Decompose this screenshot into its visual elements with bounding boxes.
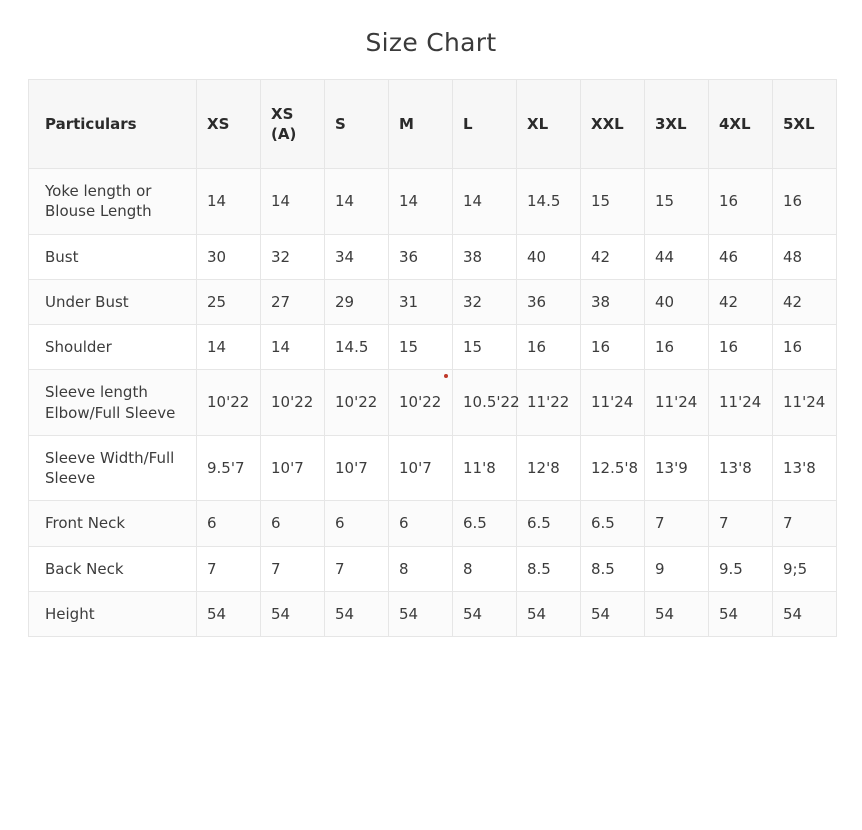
table-cell: 54 <box>453 591 517 636</box>
table-row <box>29 501 837 546</box>
table-cell: 16 <box>581 325 645 370</box>
table-row <box>29 591 837 636</box>
table-cell: 16 <box>709 325 773 370</box>
table-cell: 13'9 <box>645 435 709 501</box>
table-row <box>29 169 837 235</box>
table-cell: 48 <box>773 234 837 279</box>
table-cell: 6.5 <box>581 501 645 546</box>
table-cell: 16 <box>517 325 581 370</box>
table-cell: 11'22 <box>517 370 581 436</box>
column-header-m: M <box>389 80 453 169</box>
table-cell: 6 <box>261 501 325 546</box>
row-label: Yoke length or Blouse Length <box>29 169 197 235</box>
table-cell: 54 <box>581 591 645 636</box>
table-cell: 14.5 <box>325 325 389 370</box>
table-cell: 16 <box>709 169 773 235</box>
table-cell: 36 <box>389 234 453 279</box>
table-cell: 10'7 <box>261 435 325 501</box>
table-cell: 29 <box>325 279 389 324</box>
row-label: Front Neck <box>29 501 197 546</box>
table-row <box>29 234 837 279</box>
table-cell: 14 <box>325 169 389 235</box>
table-cell: 54 <box>261 591 325 636</box>
table-row <box>29 370 837 436</box>
table-cell: 11'24 <box>581 370 645 436</box>
page-title: Size Chart <box>365 28 497 57</box>
table-cell: 12.5'8 <box>581 435 645 501</box>
table-cell: 7 <box>709 501 773 546</box>
table-cell: 34 <box>325 234 389 279</box>
column-header-3xl: 3XL <box>645 80 709 169</box>
row-label: Bust <box>29 234 197 279</box>
table-cell: 27 <box>261 279 325 324</box>
table-cell: 44 <box>645 234 709 279</box>
table-cell: 8 <box>453 546 517 591</box>
table-cell: 15 <box>453 325 517 370</box>
table-row <box>29 435 837 501</box>
table-cell: 14 <box>389 169 453 235</box>
table-cell: 14.5 <box>517 169 581 235</box>
table-cell: 6.5 <box>453 501 517 546</box>
table-cell: 14 <box>261 325 325 370</box>
table-cell: 54 <box>197 591 261 636</box>
table-cell: 40 <box>645 279 709 324</box>
table-cell: 42 <box>709 279 773 324</box>
row-label: Sleeve Width/Full Sleeve <box>29 435 197 501</box>
table-cell: 54 <box>709 591 773 636</box>
table-cell: 54 <box>773 591 837 636</box>
row-label: Shoulder <box>29 325 197 370</box>
table-cell: 40 <box>517 234 581 279</box>
table-cell: 8 <box>389 546 453 591</box>
table-cell: 12'8 <box>517 435 581 501</box>
table-header-row <box>29 80 837 169</box>
table-cell: 6 <box>325 501 389 546</box>
table-cell: 6 <box>389 501 453 546</box>
table-cell: 16 <box>645 325 709 370</box>
table-cell: 10'22 <box>389 370 453 436</box>
table-cell: 25 <box>197 279 261 324</box>
table-cell: 7 <box>197 546 261 591</box>
size-chart-table <box>28 79 837 637</box>
table-cell: 14 <box>197 169 261 235</box>
table-cell: 14 <box>453 169 517 235</box>
table-header <box>29 80 837 169</box>
table-cell: 7 <box>773 501 837 546</box>
table-cell: 10'7 <box>325 435 389 501</box>
column-header-xxl: XXL <box>581 80 645 169</box>
table-cell: 10'22 <box>197 370 261 436</box>
table-cell: 38 <box>453 234 517 279</box>
table-cell: 32 <box>453 279 517 324</box>
table-cell: 9.5 <box>709 546 773 591</box>
table-cell: 7 <box>261 546 325 591</box>
cursor-dot-marker <box>444 374 448 378</box>
table-cell: 46 <box>709 234 773 279</box>
table-cell: 8.5 <box>517 546 581 591</box>
table-body <box>29 169 837 637</box>
table-cell: 30 <box>197 234 261 279</box>
table-cell: 7 <box>645 501 709 546</box>
table-cell: 11'24 <box>709 370 773 436</box>
table-cell: 54 <box>517 591 581 636</box>
table-row <box>29 546 837 591</box>
table-cell: 11'24 <box>773 370 837 436</box>
row-label: Under Bust <box>29 279 197 324</box>
table-cell: 14 <box>197 325 261 370</box>
table-row <box>29 279 837 324</box>
table-cell: 16 <box>773 325 837 370</box>
table-cell: 10'7 <box>389 435 453 501</box>
table-row <box>29 325 837 370</box>
table-cell: 14 <box>261 169 325 235</box>
table-cell: 32 <box>261 234 325 279</box>
column-header-s: S <box>325 80 389 169</box>
column-header-xl: XL <box>517 80 581 169</box>
column-header-xs-a: XS (A) <box>261 80 325 169</box>
column-header-xs: XS <box>197 80 261 169</box>
table-cell: 11'8 <box>453 435 517 501</box>
table-cell: 38 <box>581 279 645 324</box>
size-chart-table-wrapper <box>0 79 862 637</box>
table-cell: 42 <box>773 279 837 324</box>
table-cell: 9;5 <box>773 546 837 591</box>
table-cell: 36 <box>517 279 581 324</box>
column-header-l: L <box>453 80 517 169</box>
table-cell: 42 <box>581 234 645 279</box>
table-cell: 15 <box>645 169 709 235</box>
table-cell: 10.5'22 <box>453 370 517 436</box>
table-cell: 54 <box>645 591 709 636</box>
table-cell: 31 <box>389 279 453 324</box>
table-cell: 7 <box>325 546 389 591</box>
table-cell: 11'24 <box>645 370 709 436</box>
table-cell: 13'8 <box>773 435 837 501</box>
table-cell: 9.5'7 <box>197 435 261 501</box>
table-cell: 54 <box>389 591 453 636</box>
column-header-5xl: 5XL <box>773 80 837 169</box>
table-cell: 13'8 <box>709 435 773 501</box>
row-label: Sleeve length Elbow/Full Sleeve <box>29 370 197 436</box>
table-cell: 8.5 <box>581 546 645 591</box>
table-cell: 10'22 <box>261 370 325 436</box>
table-cell: 15 <box>581 169 645 235</box>
table-cell: 9 <box>645 546 709 591</box>
table-cell: 54 <box>325 591 389 636</box>
table-cell: 6 <box>197 501 261 546</box>
table-cell: 6.5 <box>517 501 581 546</box>
table-cell: 16 <box>773 169 837 235</box>
table-cell: 10'22 <box>325 370 389 436</box>
column-header-particulars: Particulars <box>29 80 197 169</box>
row-label: Back Neck <box>29 546 197 591</box>
row-label: Height <box>29 591 197 636</box>
column-header-4xl: 4XL <box>709 80 773 169</box>
table-cell: 15 <box>389 325 453 370</box>
